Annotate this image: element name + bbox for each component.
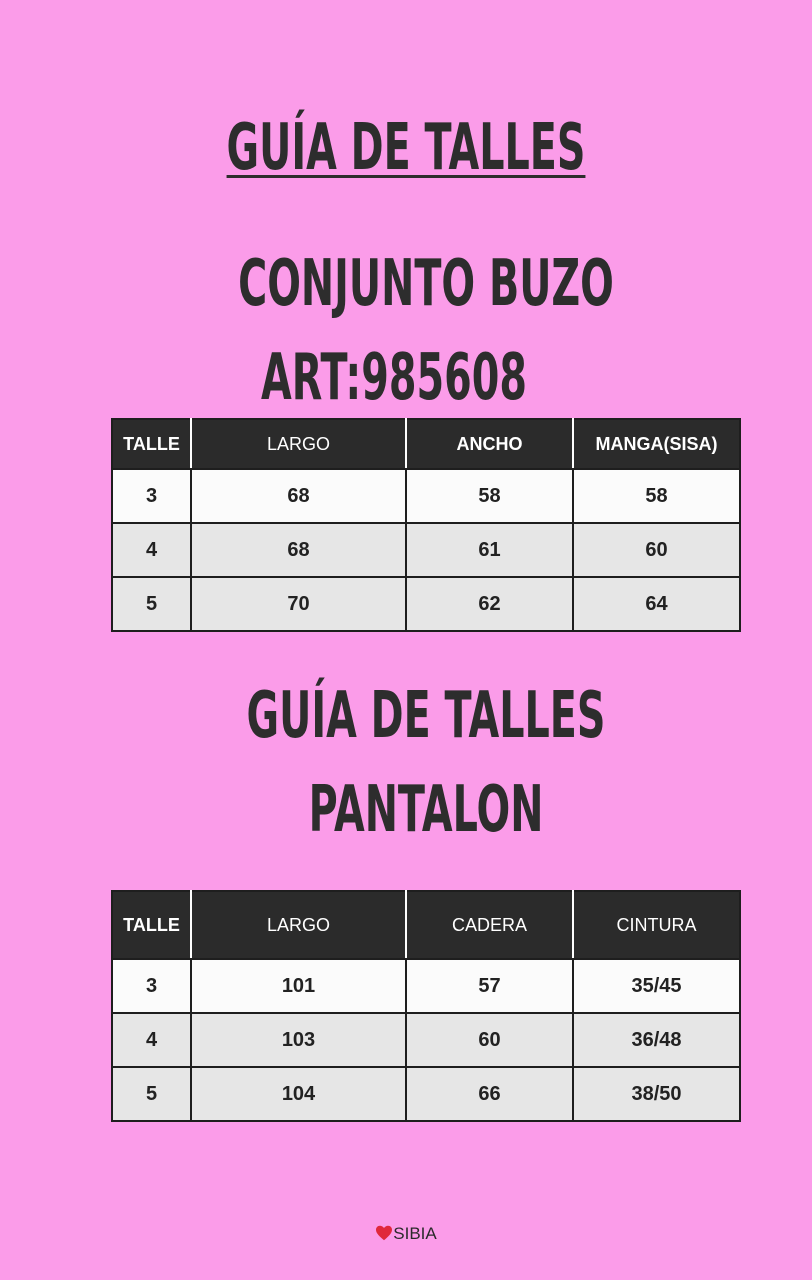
table-cell: 58 <box>406 469 573 523</box>
table-cell: 66 <box>406 1067 573 1121</box>
table-cell: 5 <box>112 1067 191 1121</box>
table-cell: 3 <box>112 959 191 1013</box>
table-cell: 3 <box>112 469 191 523</box>
table-cell: 36/48 <box>573 1013 740 1067</box>
table-cell: 104 <box>191 1067 406 1121</box>
header-manga: MANGA(SISA) <box>573 419 740 469</box>
table-row <box>112 577 740 631</box>
table-cell: 4 <box>112 523 191 577</box>
table-cell: 57 <box>406 959 573 1013</box>
header-cadera: CADERA <box>406 891 573 959</box>
table-cell: 38/50 <box>573 1067 740 1121</box>
table-row <box>112 469 740 523</box>
table-row <box>112 1013 740 1067</box>
size-table-pantalon <box>111 890 741 1122</box>
table-cell: 101 <box>191 959 406 1013</box>
table-cell: 62 <box>406 577 573 631</box>
footer-brand <box>0 1224 812 1244</box>
table-cell: 4 <box>112 1013 191 1067</box>
product-article: ART:985608 <box>261 341 527 415</box>
table-cell: 68 <box>191 523 406 577</box>
table-cell: 58 <box>573 469 740 523</box>
table-header-row <box>112 891 740 959</box>
header-talle: TALLE <box>112 419 191 469</box>
table-cell: 35/45 <box>573 959 740 1013</box>
size-table-buzo <box>111 418 741 632</box>
brand-name: SIBIA <box>393 1224 437 1243</box>
table-row <box>112 1067 740 1121</box>
table-header-row <box>112 419 740 469</box>
table-cell: 5 <box>112 577 191 631</box>
header-cintura: CINTURA <box>573 891 740 959</box>
page-title-text: GUÍA DE TALLES <box>226 111 586 185</box>
header-talle: TALLE <box>112 891 191 959</box>
header-largo: LARGO <box>191 419 406 469</box>
heart-icon <box>375 1225 393 1241</box>
table-row <box>112 959 740 1013</box>
table-cell: 61 <box>406 523 573 577</box>
section-subtitle-pantalon: PANTALON <box>308 773 544 847</box>
section-title-pantalon: GUÍA DE TALLES <box>246 679 606 753</box>
page-title <box>154 108 657 188</box>
table-cell: 64 <box>573 577 740 631</box>
table-cell: 68 <box>191 469 406 523</box>
table-cell: 60 <box>573 523 740 577</box>
header-ancho: ANCHO <box>406 419 573 469</box>
table-row <box>112 523 740 577</box>
header-largo: LARGO <box>191 891 406 959</box>
table-cell: 103 <box>191 1013 406 1067</box>
table-cell: 70 <box>191 577 406 631</box>
table-cell: 60 <box>406 1013 573 1067</box>
product-name: CONJUNTO BUZO <box>238 247 614 321</box>
